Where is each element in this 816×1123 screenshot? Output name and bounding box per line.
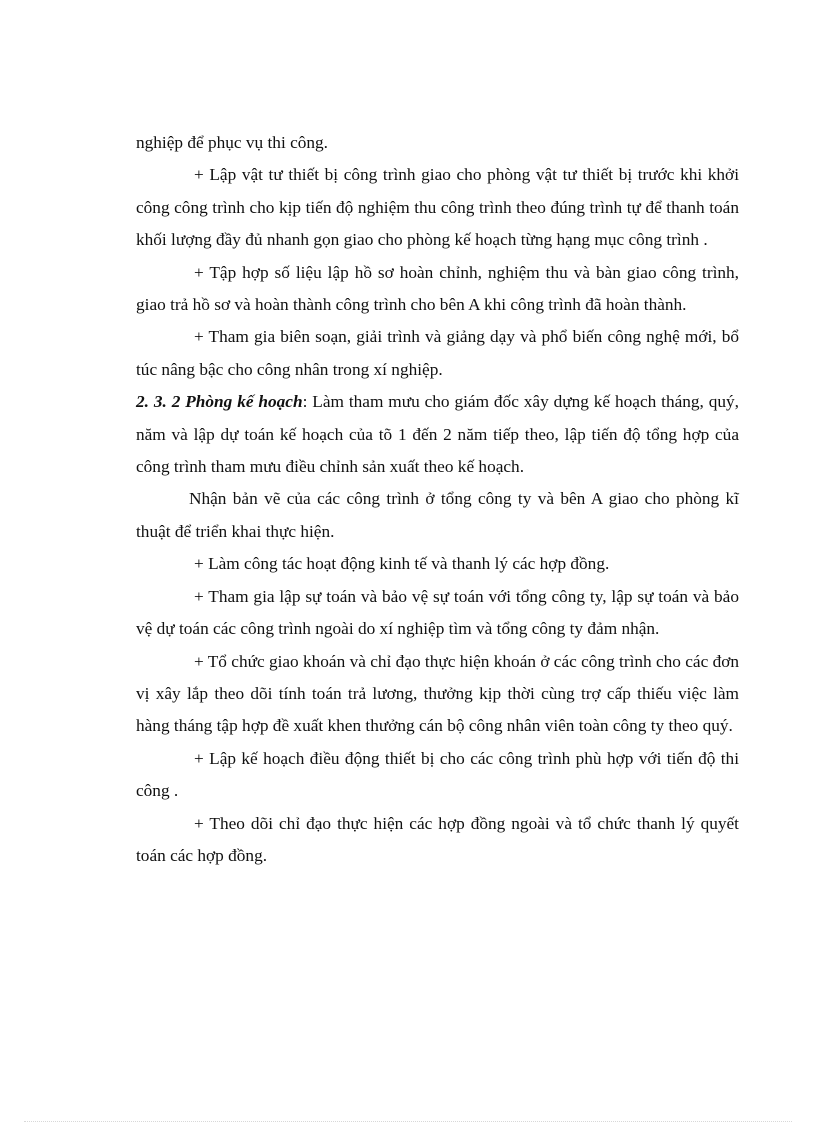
paragraph-bullet-equipment: + Lập kế hoạch điều động thiết bị cho các công trình phù hợp với tiến độ thi công . xyxy=(136,748,739,801)
section-heading: 2. 3. 2 Phòng kế hoạch xyxy=(136,392,303,412)
paragraph-bullet-materials: + Lập vật tư thiết bị công trình giao cho phòng vật tư thiết bị trước khi khởi công công trình cho kịp tiến độ nghiệm thu công trình theo đúng trình tự để thanh toán khối lượng đầy đủ nhanh gọn giao cho phòng kế hoạch từng hạng mục công trình . xyxy=(136,165,739,250)
page-bottom-divider xyxy=(24,1121,792,1122)
paragraph-bullet-estimates: + Tham gia lập sự toán và bảo vệ sự toán với tổng công ty, lập sự toán và bảo vệ dự toán các công trình ngoài do xí nghiệp tìm và tổng công ty đảm nhận. xyxy=(136,586,739,639)
paragraph-bullet-contracts: + Theo dõi chỉ đạo thực hiện các hợp đồng ngoài và tổ chức thanh lý quyết toán các hợp đồng. xyxy=(136,813,739,865)
paragraph-bullet-training: + Tham gia biên soạn, giải trình và giảng dạy và phổ biến công nghệ mới, bổ túc nâng bậc cho công nhân trong xí nghiệp. xyxy=(136,327,739,379)
paragraph-drawings: Nhận bản vẽ của các công trình ở tổng công ty và bên A giao cho phòng kĩ thuật để triển khai thực hiện. xyxy=(136,489,739,541)
paragraph-bullet-economics: + Làm công tác hoạt động kinh tế và thanh lý các hợp đồng. xyxy=(194,554,610,574)
paragraph-bullet-records: + Tập hợp số liệu lập hồ sơ hoàn chỉnh, nghiệm thu và bàn giao công trình, giao trả hồ sơ và hoàn thành công trình cho bên A khi công trình đã hoàn thành. xyxy=(136,262,739,315)
paragraph-continuation: nghiệp để phục vụ thi công. xyxy=(136,133,328,152)
section-planning-department xyxy=(136,386,739,483)
document-page xyxy=(136,127,739,872)
section-text: : Làm tham mưu cho giám đốc xây dựng kế hoạch tháng, quý, năm và lập dự toán kế hoạch của tõ 1 đến 2 năm tiếp theo, lập tiến độ tổng hợp của công trình tham mưu điều chỉnh sản xuất theo kế hoạch. xyxy=(136,392,739,477)
paragraph-bullet-contracting: + Tổ chức giao khoán và chỉ đạo thực hiện khoán ở các công trình cho các đơn vị xây lắp theo dõi tính toán trả lương, thưởng kịp thời cùng trợ cấp thiếu việc làm hàng tháng tập hợp đề xuất khen thưởng cán bộ công nhân viên toàn công ty theo quý. xyxy=(136,651,740,736)
